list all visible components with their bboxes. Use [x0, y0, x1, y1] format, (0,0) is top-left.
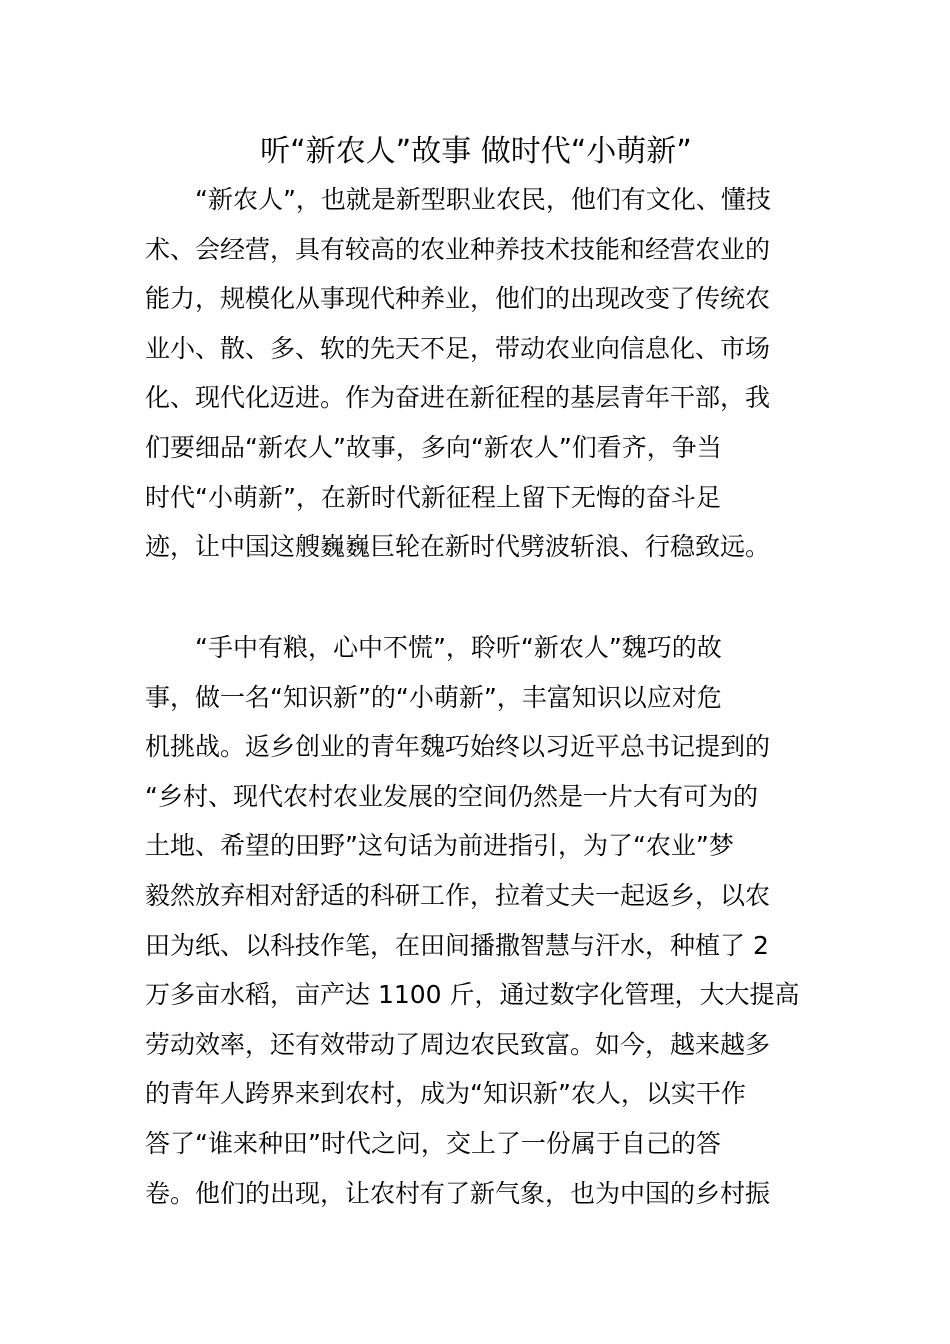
paragraph-line: 业小、散、多、软的先天不足，带动农业向信息化、市场 [145, 333, 771, 363]
paragraph-line: “新农人”，也就是新型职业农民，他们有文化、懂技 [195, 185, 771, 214]
paragraph-line: 化、现代化迈进。作为奋进在新征程的基层青年干部，我 [145, 383, 771, 413]
document-title: 听“新农人”故事 做时代“小萌新” [260, 134, 692, 169]
paragraph-1 [145, 175, 815, 572]
paragraph-line: 田为纸、以科技作笔，在田间播撒智慧与汗水，种植了 2 [145, 930, 769, 960]
paragraph-line: 劳动效率，还有效带动了周边农民致富。如今，越来越多 [145, 1029, 771, 1059]
paragraph-2 [145, 623, 815, 1218]
paragraph-line: “乡村、现代农村农业发展的空间仍然是一片大有可为的 [145, 781, 758, 811]
paragraph-line: 机挑战。返乡创业的青年魏巧始终以习近平总书记提到的 [145, 732, 771, 762]
paragraph-line: 毅然放弃相对舒适的科研工作，拉着丈夫一起返乡，以农 [145, 880, 771, 910]
paragraph-line: 迹，让中国这艘巍巍巨轮在新时代劈波斩浪、行稳致远。 [145, 532, 771, 562]
paragraph-line: 事，做一名“知识新”的“小萌新”，丰富知识以应对危 [145, 682, 722, 712]
paragraph-line: 术、会经营，具有较高的农业种养技术技能和经营农业的 [145, 234, 771, 264]
paragraph-line: 能力，规模化从事现代种养业，他们的出现改变了传统农 [145, 284, 771, 314]
paragraph-line: 答了“谁来种田”时代之问，交上了一份属于自己的答 [145, 1128, 721, 1158]
paragraph-line: 时代“小萌新”，在新时代新征程上留下无悔的奋斗足 [145, 482, 721, 512]
paragraph-line: “手中有粮，心中不慌”，聆听“新农人”魏巧的故 [195, 633, 722, 662]
paragraph-line: 卷。他们的出现，让农村有了新气象，也为中国的乡村振 [145, 1178, 771, 1208]
paragraph-line: 的青年人跨界来到农村，成为“知识新”农人，以实干作 [145, 1079, 746, 1109]
paragraph-line: 土地、希望的田野”这句话为前进指引，为了“农业”梦 [145, 831, 734, 861]
paragraph-line: 万多亩水稻，亩产达 1100 斤，通过数字化管理，大大提高 [145, 980, 800, 1010]
paragraph-line: 们要细品“新农人”故事，多向“新农人”们看齐，争当 [145, 432, 722, 462]
